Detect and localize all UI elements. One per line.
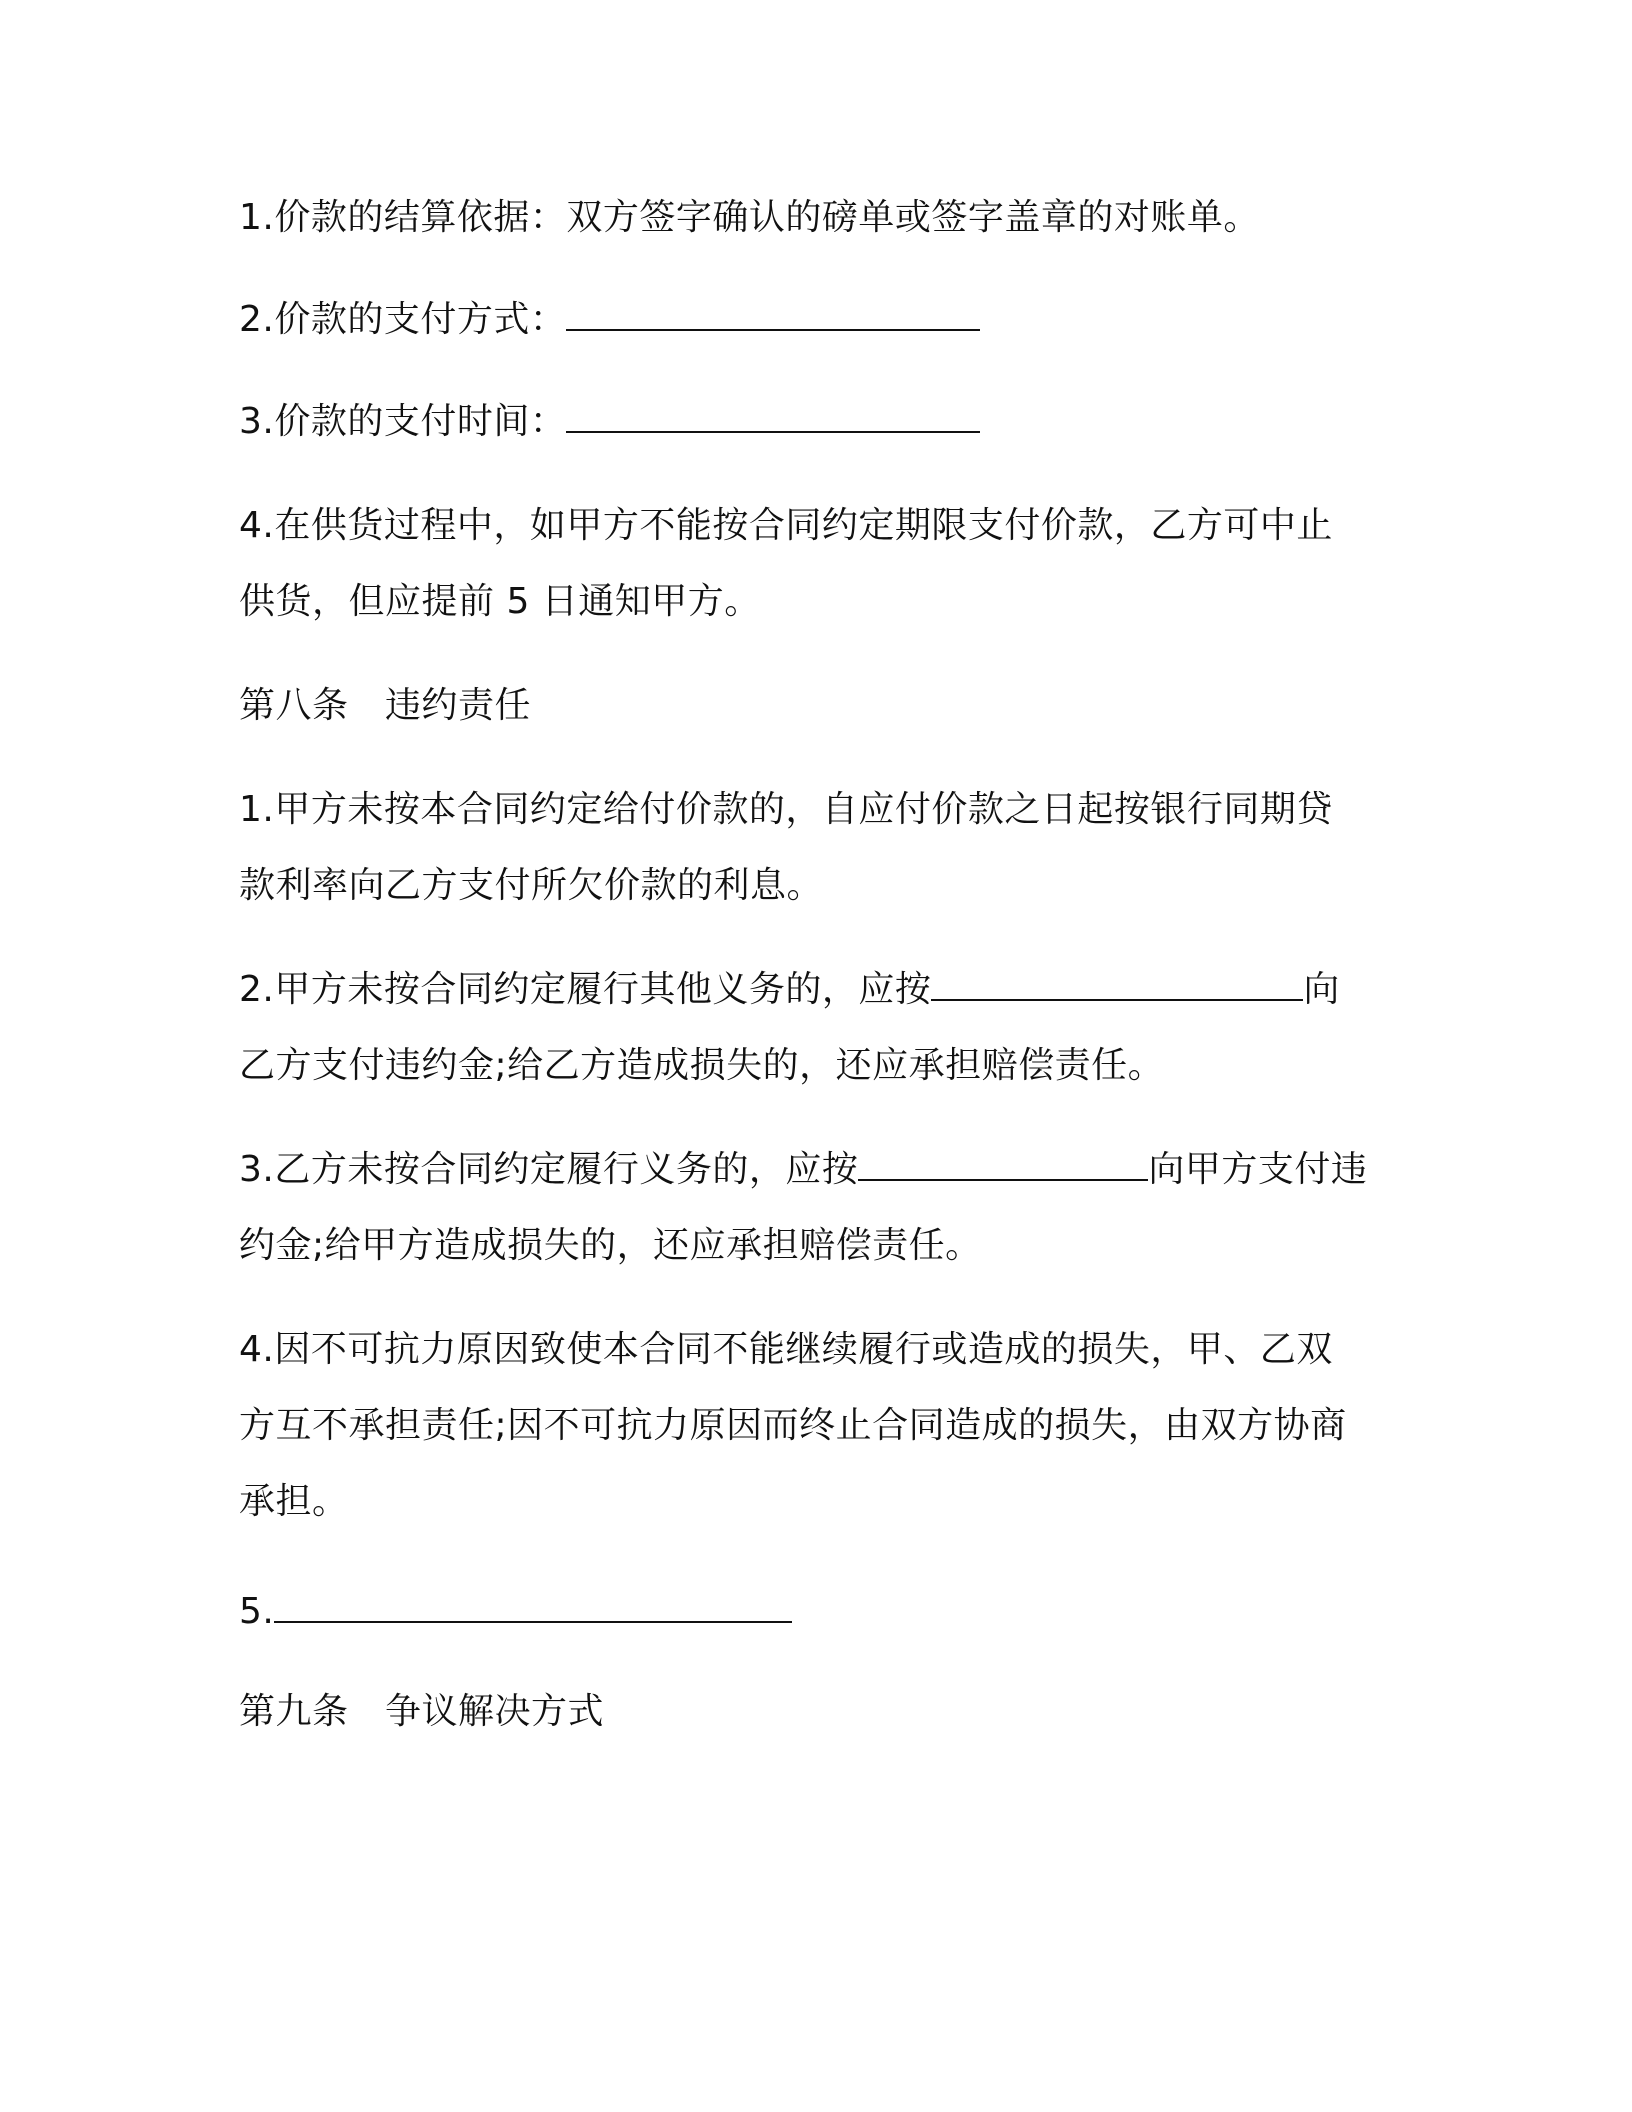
- text: 第八条 违约责任: [239, 685, 532, 726]
- text: 向: [1303, 969, 1340, 1010]
- text: 第九条 争议解决方式: [239, 1691, 605, 1732]
- paragraph-settlement-basis: [239, 196, 1260, 240]
- text: 2.甲方未按合同约定履行其他义务的，应按: [239, 969, 932, 1010]
- paragraph-force-majeure-2: [239, 1404, 1347, 1448]
- text: 供货，但应提前 5 日通知甲方。: [239, 581, 761, 622]
- paragraph-breach-1b: [239, 864, 823, 908]
- text: 3.价款的支付时间：: [239, 401, 567, 442]
- paragraph-force-majeure-1: [239, 1328, 1333, 1372]
- text: 乙方支付违约金;给乙方造成损失的，还应承担赔偿责任。: [239, 1045, 1165, 1086]
- text: 1.甲方未按本合同约定给付价款的，自应付价款之日起按银行同期贷: [239, 789, 1333, 830]
- paragraph-suspend-supply-2: [239, 580, 761, 624]
- paragraph-breach-2b: [239, 1044, 1164, 1088]
- text: 向甲方支付违: [1148, 1149, 1368, 1190]
- paragraph-breach-3b: [239, 1224, 982, 1268]
- paragraph-breach-3a: [239, 1148, 1367, 1192]
- paragraph-payment-method: [239, 298, 980, 342]
- article-9-heading: [239, 1690, 604, 1734]
- text: 2.价款的支付方式：: [239, 299, 567, 340]
- paragraph-force-majeure-3: [239, 1480, 349, 1524]
- text: 4.因不可抗力原因致使本合同不能继续履行或造成的损失，甲、乙双: [239, 1329, 1333, 1370]
- text: 1.价款的结算依据：双方签字确认的磅单或签字盖章的对账单。: [239, 197, 1260, 238]
- blank-item-5: [274, 1591, 792, 1623]
- blank-party-b-penalty: [858, 1149, 1148, 1181]
- text: 4.在供货过程中，如甲方不能按合同约定期限支付价款，乙方可中止: [239, 505, 1333, 546]
- paragraph-breach-1a: [239, 788, 1333, 832]
- text: 约金;给甲方造成损失的，还应承担赔偿责任。: [239, 1225, 982, 1266]
- text: 5.: [239, 1591, 275, 1632]
- blank-payment-time: [566, 401, 980, 433]
- paragraph-payment-time: [239, 400, 980, 444]
- paragraph-item-5: [239, 1590, 792, 1634]
- blank-party-a-penalty: [931, 969, 1303, 1001]
- text: 3.乙方未按合同约定履行义务的，应按: [239, 1149, 859, 1190]
- blank-payment-method: [566, 299, 980, 331]
- text: 款利率向乙方支付所欠价款的利息。: [239, 865, 824, 906]
- article-8-heading: [239, 684, 531, 728]
- paragraph-breach-2a: [239, 968, 1340, 1012]
- text: 承担。: [239, 1481, 349, 1522]
- paragraph-suspend-supply-1: [239, 504, 1333, 548]
- text: 方互不承担责任;因不可抗力原因而终止合同造成的损失，由双方协商: [239, 1405, 1347, 1446]
